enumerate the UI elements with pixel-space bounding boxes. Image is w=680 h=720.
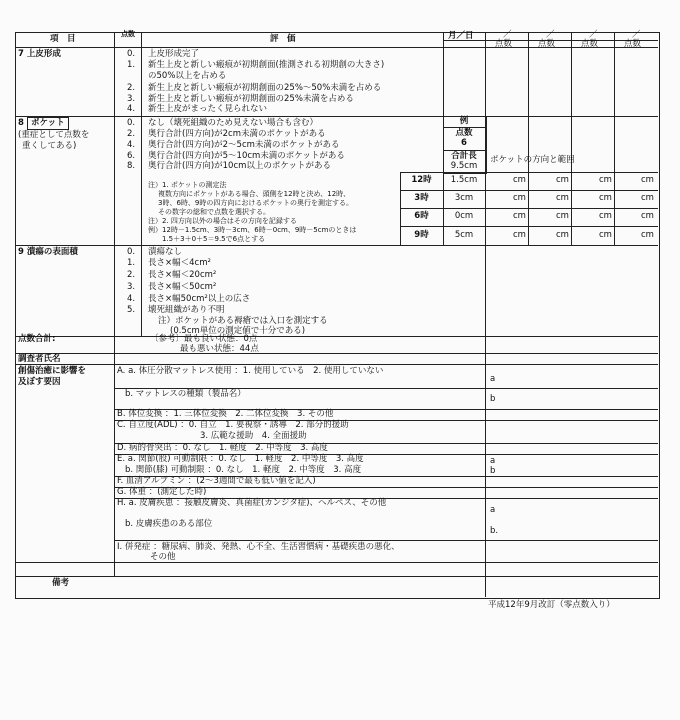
factor-H-b: b. 皮膚疾患のある部位 — [125, 519, 213, 529]
cm-unit: cm — [599, 211, 612, 221]
s8-text-0: なし（壊死組織のため見えない場合も含む） — [148, 118, 319, 128]
total-label: 点数合計: — [18, 334, 56, 344]
mark-b-3: b. — [490, 526, 499, 536]
clock-9: 9時 — [414, 230, 429, 240]
cm-unit: cm — [641, 175, 654, 185]
sep-fac-rem — [15, 562, 658, 563]
s7-pt-2: 2. — [127, 83, 136, 93]
header-eval: 評 価 — [270, 34, 296, 44]
mark-a-2: a — [490, 456, 496, 466]
sep-9-total — [15, 336, 658, 337]
cm-unit: cm — [641, 230, 654, 240]
total-ref2: 最も悪い状態：44点 — [180, 344, 259, 354]
section9-title: 9 潰瘍の表面積 — [18, 247, 78, 257]
mark-a-3: a — [490, 505, 496, 515]
example-points-label: 点数 — [455, 128, 473, 138]
clock-6: 6時 — [414, 211, 429, 221]
s9-pt-2: 2. — [127, 270, 136, 280]
direction-bottom — [485, 172, 658, 173]
cm-unit: cm — [556, 193, 569, 203]
s9-pt-0: 0. — [127, 247, 136, 257]
s8-pt-3: 6. — [127, 151, 136, 161]
clock-9-val: 5cm — [454, 230, 474, 240]
factor-C1: C. 自立度(ADL) ：0. 自立 1. 要視察・誘導 2. 部分的援助 — [117, 420, 349, 430]
s7-text-4: 新生上皮がまったく見られない — [148, 104, 268, 114]
mark-a-1: a — [490, 374, 496, 384]
fac-line-mark — [485, 364, 486, 562]
score-label-1: 点数 — [495, 39, 513, 49]
clock-12-val: 1.5cm — [450, 175, 478, 185]
factor-E-b: b. 関節(膝) 可動制限 ：0. なし 1. 軽度 2. 中等度 3. 高度 — [125, 465, 362, 475]
date-mark-4: ／ — [632, 30, 641, 40]
s9-pt-5: 5. — [127, 305, 136, 315]
pocket-grid-2 — [400, 208, 658, 209]
header-points: 点数 — [121, 30, 135, 38]
example-points: 6 — [461, 138, 467, 148]
sep-7-8 — [15, 116, 658, 117]
score-label-3: 点数 — [581, 39, 599, 49]
mark-b-2: b — [490, 466, 496, 476]
cm-unit: cm — [513, 175, 526, 185]
col-line-s3 — [571, 32, 572, 245]
s9-text-4: 長さ×幅50cm²以上の広さ — [148, 294, 251, 304]
s7-pt-1: 1. — [127, 60, 136, 70]
s8-text-4: 奥行合計(四方向)が10cm以上のポケットがある — [148, 161, 331, 171]
s7-pt-3: 3. — [127, 94, 136, 104]
factors-label-1: 創傷治癒に影響を — [18, 366, 87, 376]
factor-C2: 3. 広範な援助 4. 全面援助 — [200, 431, 307, 441]
mark-b-1: b — [490, 394, 496, 404]
pocket-grid-1 — [400, 190, 658, 191]
s8-pt-2: 4. — [127, 140, 136, 150]
date-mark-1: ／ — [503, 30, 512, 40]
s7-text-0: 上皮形成完了 — [148, 49, 200, 59]
cm-unit: cm — [641, 211, 654, 221]
cm-unit: cm — [513, 211, 526, 221]
col-line-s4 — [614, 32, 615, 245]
s9-text-0: 潰瘍なし — [148, 247, 183, 257]
factor-B: B. 体位変換 ：1. 三体位変換 2. 二体位変換 3. その他 — [117, 409, 334, 419]
factor-G: G. 体重 ：(測定した時) — [117, 487, 207, 497]
s9-pt-4: 4. — [127, 294, 136, 304]
pocket-grid-3 — [400, 226, 658, 227]
score-label-4: 点数 — [624, 39, 642, 49]
header-item: 項 目 — [50, 34, 76, 44]
clock-12: 12時 — [411, 175, 432, 185]
cm-unit: cm — [556, 175, 569, 185]
revision-note: 平成12年9月改訂（零点数入り） — [488, 600, 615, 610]
cm-unit: cm — [641, 193, 654, 203]
col-line-s2 — [528, 32, 529, 245]
s9-note-1: 注）ポケットがある褥瘡では入口を測定する — [158, 316, 328, 326]
cm-unit: cm — [556, 230, 569, 240]
factor-A-a: A. a. 体圧分散マットレス使用 ：1. 使用している 2. 使用していない — [117, 366, 384, 376]
direction-label: ポケットの方向と範囲 — [490, 155, 575, 165]
date-mark-2: ／ — [546, 30, 555, 40]
factor-I2: その他 — [150, 552, 176, 562]
s8-note-1: 複数方向にポケットがある場合、頭側を12時と決め、12時、 — [158, 190, 351, 198]
s7-text-1: 新生上皮と新しい瘢痕が初期創面(推測される初期創の大きさ) — [148, 60, 385, 70]
clock-6-val: 0cm — [454, 211, 474, 221]
s7-pt-4: 4. — [127, 104, 136, 114]
sep-total-inv — [15, 353, 658, 354]
s8-note-3: その数字の総和で点数を選択する。 — [158, 208, 270, 216]
col-line-item — [114, 32, 115, 576]
section8-num: 8 — [18, 118, 24, 128]
s9-text-2: 長さ×幅＜20cm² — [148, 270, 217, 280]
s7-text-3: 新生上皮と新しい瘢痕が初期創面の25%未満を占める — [148, 94, 354, 104]
s9-text-3: 長さ×幅＜50cm² — [148, 282, 217, 292]
section8-title: ポケット — [27, 117, 69, 130]
s9-text-5: 壊死組織があり不明 — [148, 305, 225, 315]
factor-I1: I. 併発症 ：糖尿病、肺炎、発熱、心不全、生活習慣病・基礎疾患の悪化、 — [117, 542, 400, 552]
sep-rem-bottom — [15, 576, 658, 577]
s8-note-6: 1.5＋3＋0＋5＝9.5で6点とする — [162, 235, 266, 243]
cm-unit: cm — [556, 211, 569, 221]
s8-text-1: 奥行合計(四方向)が2cm未満のポケットがある — [148, 129, 326, 139]
date-mark-3: ／ — [589, 30, 598, 40]
section8-sub1: (重症として点数を — [18, 130, 90, 140]
col-line-eval — [443, 32, 444, 116]
header-date: 月／日 — [448, 31, 474, 41]
example-label: 例 — [459, 116, 469, 126]
s9-note-2: (0.5cm単位の測定値で十分である) — [170, 326, 306, 336]
factor-H-a: H. a. 皮膚疾患 ：接触皮膚炎、真菌症(カンジタ症)、ヘルペス、その他 — [117, 498, 387, 508]
s8-text-3: 奥行合計(四方向)が5～10cm未満のポケットがある — [148, 151, 345, 161]
col-line-points — [141, 32, 142, 336]
sep-8-9 — [15, 245, 658, 246]
fac-line-9 — [114, 540, 658, 541]
clock-3-val: 3cm — [454, 193, 474, 203]
section7-title: 7 上皮形成 — [18, 49, 61, 59]
cm-unit: cm — [513, 230, 526, 240]
clock-3: 3時 — [414, 193, 429, 203]
section8-sub2: 重くしてある) — [22, 141, 77, 151]
s8-text-2: 奥行合計(四方向)が2～5cm未満のポケットがある — [148, 140, 340, 150]
s8-pt-4: 8. — [127, 161, 136, 171]
s8-note-5: 例）12時－1.5cm、3時－3cm、6時－0cm、9時－5cmのときは — [148, 226, 357, 234]
s8-pt-0: 0. — [127, 118, 136, 128]
s8-pt-1: 2. — [127, 129, 136, 139]
s7-pt-0: 0. — [127, 49, 136, 59]
total-ref1: 〔参考〕最も良い状態：0点 — [150, 334, 258, 344]
cm-unit: cm — [599, 175, 612, 185]
cm-unit: cm — [599, 193, 612, 203]
s9-pt-3: 3. — [127, 282, 136, 292]
form-border — [15, 32, 660, 599]
s8-note-2: 3時、6時、9時の四方向におけるポケットの奥行を測定する。 — [158, 199, 354, 207]
s8-note-0: 注）1. ポケットの測定法 — [148, 181, 227, 189]
remarks-label: 備考 — [52, 578, 70, 588]
investigator-label: 調査者氏名 — [18, 354, 61, 364]
s7-text-2: 新生上皮と新しい瘢痕が初期創面の25%～50%未満を占める — [148, 83, 382, 93]
factor-E-a: E. a. 関節(股) 可動制限 ：0. なし 1. 軽度 2. 中等度 3. 高度 — [117, 454, 364, 464]
header-bottom — [15, 47, 658, 48]
factors-label-2: 及ぼす要因 — [18, 377, 61, 387]
s7-text-1b: の50%以上を占める — [148, 71, 227, 81]
cm-unit: cm — [599, 230, 612, 240]
factor-A-b: b. マットレスの種類（製品名） — [125, 389, 246, 399]
total-length-value: 9.5cm — [450, 161, 478, 171]
total-length-label: 合計長 — [451, 151, 477, 161]
s9-pt-1: 1. — [127, 258, 136, 268]
score-label-2: 点数 — [538, 39, 556, 49]
factor-D: D. 病的骨突出 ：0. なし 1. 軽度 2. 中等度 3. 高度 — [117, 443, 328, 453]
factor-F: F. 血清アルブミン ：(2～3週間で最も低い値を記入) — [117, 476, 316, 486]
cm-unit: cm — [513, 193, 526, 203]
s8-note-4: 注）2. 四方向以外の場合はその方向を記録する — [148, 217, 297, 225]
s9-text-1: 長さ×幅＜4cm² — [148, 258, 211, 268]
sep-inv-fac — [15, 364, 658, 365]
